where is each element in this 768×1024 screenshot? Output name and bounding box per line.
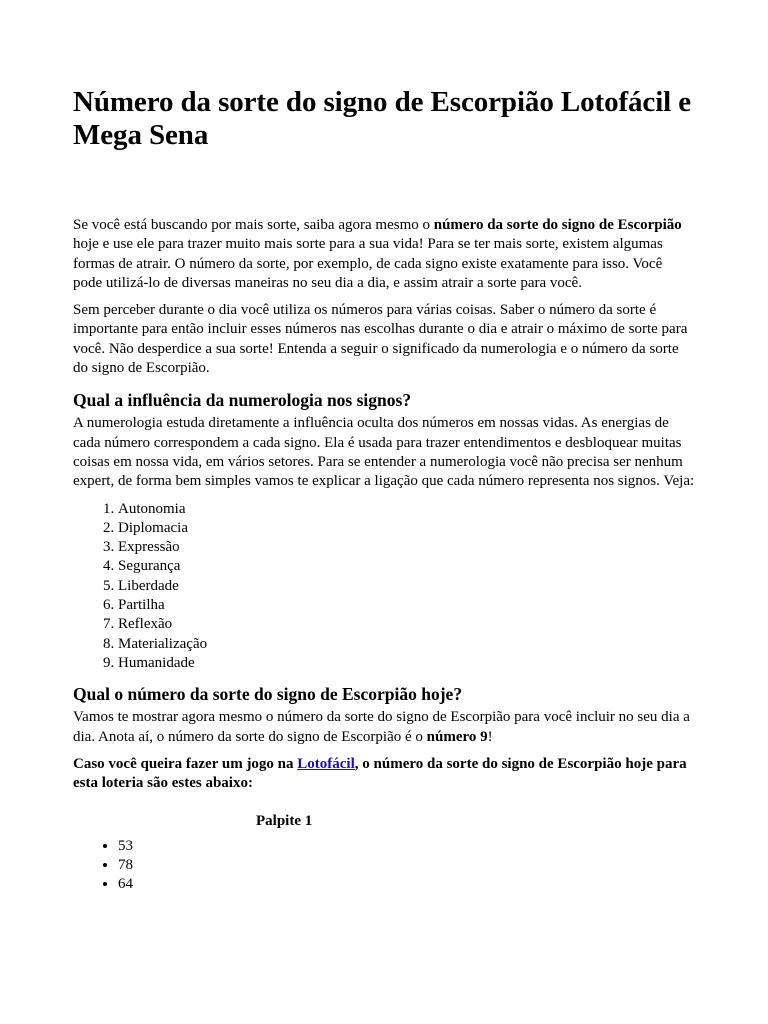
list-item: 7. Reflexão: [118, 615, 695, 634]
lotofacil-text-end: , o número da sorte do signo de Escorpião hoje para esta loteria são estes abaixo:: [73, 755, 687, 792]
second-paragraph: Sem perceber durante o dia você utiliza os números para várias coisas. Saber o número da sorte é importante para então incluir esses números nas escolhas durante o dia e atrair o máximo de sorte para você. Não desperdice a sua sorte! Entenda a seguir o significado da numerologia e o número da sorte do signo de Escorpião.: [73, 302, 688, 377]
list-item: 9. Humanidade: [118, 654, 695, 673]
intro-text-end: hoje e use ele para trazer muito mais sorte para a sua vida! Para se ter mais sorte, existem algumas formas de atrair. O número da sorte, por exemplo, de cada signo existe exatamente para isso. Você pode utilizá-lo de diversas maneiras no seu dia a dia, e assim atrair a sorte para você.: [73, 236, 663, 291]
intro-paragraph: [73, 216, 695, 293]
list-item: 2. Diplomacia: [118, 519, 695, 538]
palpite-number: • 64: [118, 875, 695, 894]
page-title: Número da sorte do signo de Escorpião Lotofácil e Mega Sena: [73, 86, 692, 151]
palpite-number: • 78: [118, 856, 695, 875]
numerology-paragraph: A numerologia estuda diretamente a influência oculta dos números em nossas vidas. As energias de cada número correspondem a cada signo. Ela é usada para trazer entendimentos e desbloquear muitas coisas em nossa vida, em vários setores. Para se entender a numerologia você não precisa ser nenhum expert, de forma bem simples vamos te explicar a ligação que cada número representa nos signos. Veja:: [73, 415, 695, 490]
lotofacil-paragraph: [73, 755, 695, 794]
intro-text-start: Se você está buscando por mais sorte, saiba agora mesmo o: [73, 217, 434, 233]
intro-bold-text: número da sorte do signo de Escorpião: [433, 217, 682, 233]
list-item: 4. Segurança: [118, 557, 695, 576]
lucky-number-text-end: !: [487, 728, 493, 745]
section-heading-numerology: Qual a influência da numerologia nos signos?: [73, 390, 412, 411]
list-item: 8. Materialização: [118, 635, 695, 654]
section-heading-lucky-number: Qual o número da sorte do signo de Escorpião hoje?: [73, 684, 463, 705]
list-item: 1. Autonomia: [118, 500, 695, 519]
list-item: 3. Expressão: [118, 538, 695, 557]
palpite-title: Palpite 1: [256, 813, 313, 830]
lotofacil-text-start: Caso você queira fazer um jogo na: [73, 755, 298, 772]
lucky-number-text-start: Vamos te mostrar agora mesmo o número da sorte do signo de Escorpião para você incluir no seu dia a dia. Anota aí, o número da sorte do signo de Escorpião é o: [73, 709, 690, 745]
lucky-number-paragraph: [73, 708, 695, 747]
list-item: 6. Partilha: [118, 596, 695, 615]
lucky-number-bold: número 9: [426, 728, 488, 745]
lotofacil-link[interactable]: Lotofácil: [297, 755, 355, 772]
palpite-number: • 53: [118, 837, 695, 856]
numerology-list: [73, 500, 695, 674]
palpite-list: [73, 837, 695, 895]
list-item: 5. Liberdade: [118, 577, 695, 596]
